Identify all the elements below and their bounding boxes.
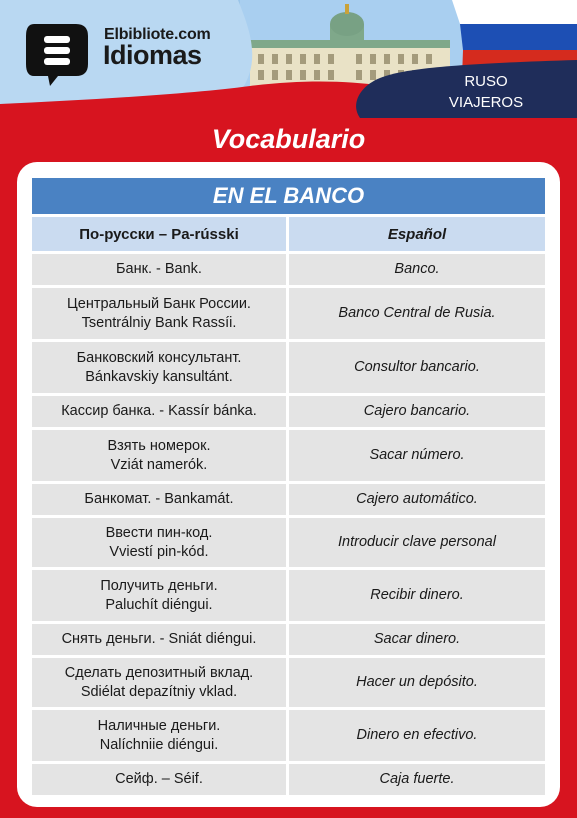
transliteration-text: Vziát namerók. <box>110 456 208 473</box>
section-title: Vocabulario <box>211 124 366 154</box>
table-row <box>32 396 545 427</box>
vocabulary-table <box>32 178 545 798</box>
spanish-cell: Introducir clave personal <box>289 518 545 567</box>
russian-text: Кассир банка. - Kassír bánka. <box>61 403 257 419</box>
russian-text: Сделать депозитный вклад. <box>64 664 254 681</box>
spanish-cell: Cajero bancario. <box>289 396 545 427</box>
spanish-cell: Sacar número. <box>289 430 545 481</box>
table-title: EN EL BANCO <box>32 178 545 214</box>
table-row <box>32 342 545 393</box>
language-tag: RUSO <box>464 73 508 90</box>
russian-cell <box>32 624 286 655</box>
transliteration-text: Nalíchniie diéngui. <box>99 736 219 753</box>
spanish-cell: Consultor bancario. <box>289 342 545 393</box>
brand-site: Elbibliote.com <box>104 26 211 43</box>
table-row <box>32 570 545 621</box>
russian-text: Банк. - Bank. <box>116 261 202 277</box>
russian-text: Банкомат. - Bankamát. <box>84 491 234 507</box>
spanish-cell: Caja fuerte. <box>289 764 545 795</box>
russian-cell <box>32 764 286 795</box>
spanish-cell: Banco Central de Rusia. <box>289 288 545 339</box>
transliteration-text: Tsentrálniy Bank Rassíi. <box>81 314 237 331</box>
russian-cell <box>32 570 286 621</box>
table-row <box>32 430 545 481</box>
spanish-cell: Dinero en efectivo. <box>289 710 545 761</box>
table-row <box>32 624 545 655</box>
category-tag: VIAJEROS <box>448 94 524 111</box>
russian-cell <box>32 430 286 481</box>
russian-cell <box>32 484 286 515</box>
table-row <box>32 288 545 339</box>
header <box>0 0 577 120</box>
vocabulary-card <box>17 162 560 807</box>
spanish-cell: Banco. <box>289 254 545 285</box>
russian-text: Наличные деньги. <box>97 717 221 734</box>
russian-cell <box>32 254 286 285</box>
russian-text: Банковский консультант. <box>76 349 242 366</box>
table-row <box>32 254 545 285</box>
russian-text: Получить деньги. <box>100 577 218 594</box>
table-header-row <box>32 217 545 251</box>
spanish-cell: Sacar dinero. <box>289 624 545 655</box>
table-row <box>32 484 545 515</box>
spanish-cell: Cajero automático. <box>289 484 545 515</box>
logo-icon <box>24 20 94 88</box>
spanish-cell: Recibir dinero. <box>289 570 545 621</box>
spanish-cell: Hacer un depósito. <box>289 658 545 707</box>
transliteration-text: Bánkavskiy kansultánt. <box>85 368 233 385</box>
table-row <box>32 710 545 761</box>
russian-cell <box>32 710 286 761</box>
russian-cell <box>32 518 286 567</box>
transliteration-text: Vviestí pin-kód. <box>109 543 209 560</box>
table-row <box>32 518 545 567</box>
russian-cell <box>32 288 286 339</box>
russian-cell <box>32 396 286 427</box>
russian-cell <box>32 342 286 393</box>
brand-title: Idiomas <box>103 40 202 70</box>
russian-text: Взять номерок. <box>107 437 211 454</box>
table-row <box>32 658 545 707</box>
russian-text: Центральный Банк России. <box>67 295 251 312</box>
column-header-russian: По-русски – Pa-rússki <box>32 217 286 251</box>
table-row <box>32 764 545 795</box>
transliteration-text: Sdiélat depazítniy vklad. <box>80 683 238 700</box>
column-header-spanish: Español <box>289 217 545 251</box>
russian-cell <box>32 658 286 707</box>
russian-text: Ввести пин-код. <box>105 524 213 541</box>
transliteration-text: Paluchít diéngui. <box>105 596 213 613</box>
russian-text: Сейф. – Séif. <box>115 771 203 787</box>
russian-text: Снять деньги. - Sniát diéngui. <box>61 631 257 647</box>
